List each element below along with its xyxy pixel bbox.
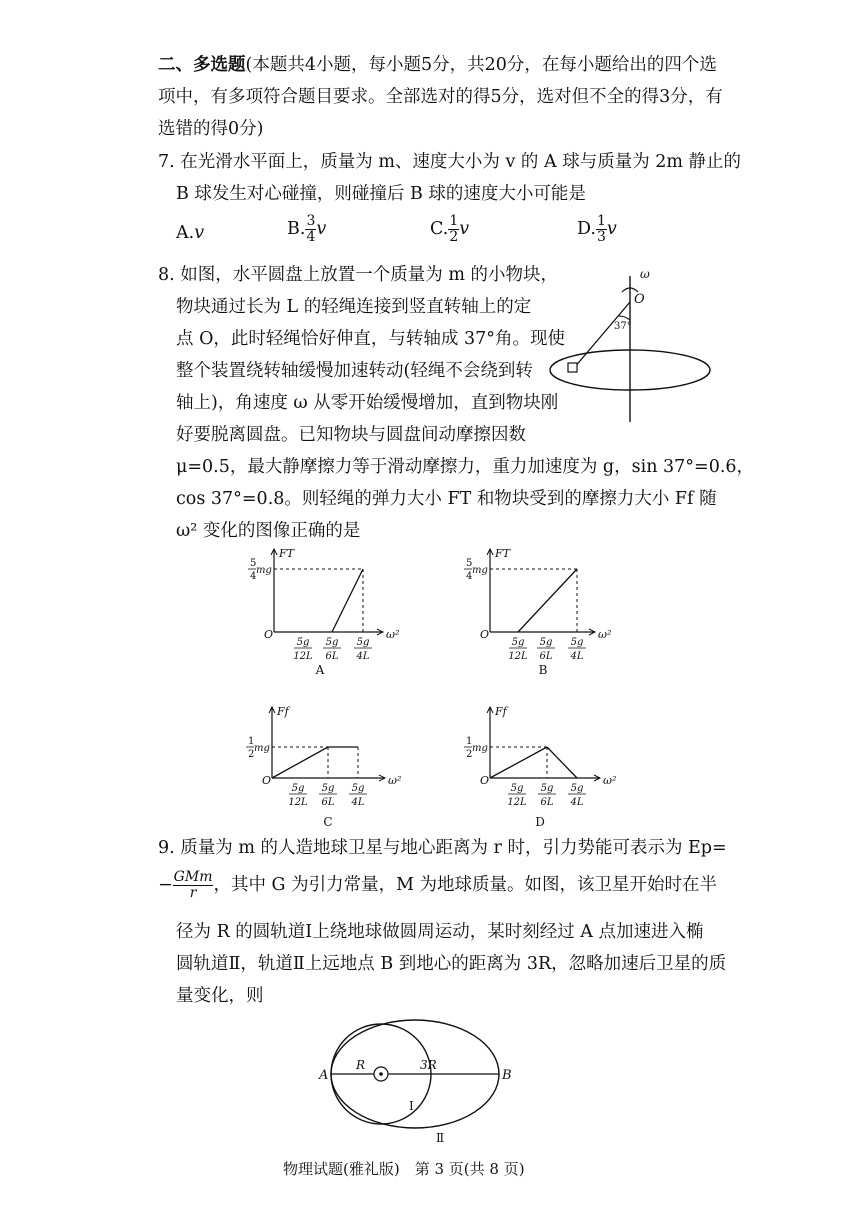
q8-line-5: 轴上)，角速度 ω 从零开始缓慢增加，直到物块刚	[176, 393, 559, 413]
light-rope	[574, 302, 630, 368]
graph-a	[248, 545, 408, 685]
graph-line	[518, 569, 577, 632]
tick-numerator: 5g	[351, 783, 365, 794]
q9-orbit-figure	[320, 1018, 520, 1148]
tick-numerator: 5g	[511, 637, 525, 648]
q8-apparatus-figure	[548, 262, 718, 427]
tick-numerator: 5g	[325, 637, 339, 648]
y-axis-label: Ff	[277, 705, 289, 718]
tick-numerator: 5g	[570, 637, 584, 648]
tick-denominator: 12L	[508, 651, 528, 662]
tick-numerator: 5g	[321, 783, 335, 794]
tick-numerator: 5g	[356, 637, 370, 648]
ymax-numerator: 5	[466, 558, 473, 569]
graph-caption: C	[323, 815, 333, 829]
section-header-line-1	[158, 54, 717, 76]
ymax-denominator: 2	[248, 749, 255, 760]
ymax-denominator: 4	[250, 571, 257, 582]
angle-label: 37°	[614, 321, 632, 332]
x-axis-label: ω²	[603, 774, 617, 787]
radius-r-label: R	[356, 1058, 366, 1072]
tick-numerator: 5g	[510, 783, 524, 794]
origin-label: O	[480, 628, 490, 641]
page-footer: 物理试题(雅礼版) 第 3 页(共 8 页)	[283, 1160, 525, 1178]
tick-denominator: 12L	[293, 651, 313, 662]
ymax-denominator: 4	[466, 571, 473, 582]
origin-label: O	[262, 774, 272, 787]
tick-denominator: 6L	[325, 651, 339, 662]
q7-option-a: A.v	[176, 223, 205, 243]
y-axis-label: Ff	[495, 705, 507, 718]
ymax-unit: mg	[254, 743, 270, 754]
ymax-numerator: 1	[466, 736, 473, 747]
section-intro-1: (本题共4小题，每小题5分，共20分，在每小题给出的四个选	[245, 55, 717, 75]
ymax-numerator: 5	[250, 558, 257, 569]
x-axis-label: ω²	[386, 628, 400, 641]
tick-numerator: 5g	[291, 783, 305, 794]
q9-line-4: 圆轨道Ⅱ，轨道Ⅱ上远地点 B 到地心的距离为 3R，忽略加速后卫星的质	[176, 954, 727, 974]
q9-line-2: − $\frac{\text{GMm}}{r}$ ，其中 G 为引力常量，M 为地球质量。如图，该卫星开始时在半	[158, 869, 718, 901]
tick-numerator: 5g	[570, 783, 584, 794]
ymax-unit: mg	[256, 565, 272, 576]
ymax-denominator: 2	[466, 749, 473, 760]
graph-line	[547, 747, 577, 778]
angle-arc	[618, 316, 630, 320]
ymax-numerator: 1	[248, 736, 255, 747]
q9-line-1: 9. 质量为 m 的人造地球卫星与地心距离为 r 时，引力势能可表示为 Ep=	[158, 838, 727, 858]
tick-numerator: 5g	[540, 783, 554, 794]
earth-center-dot	[379, 1072, 383, 1076]
q9-line-3: 径为 R 的圆轨道Ⅰ上绕地球做圆周运动，某时刻经过 A 点加速进入椭	[176, 922, 704, 942]
graph-d	[460, 705, 630, 835]
graph-c	[240, 705, 410, 835]
graph-line	[272, 747, 328, 778]
tick-denominator: 4L	[356, 651, 370, 662]
q8-line-4: 整个装置绕转轴缓慢加速转动(轻绳不会绕到转	[176, 361, 533, 381]
graph-line	[490, 747, 547, 778]
graph-caption: D	[535, 815, 545, 829]
q7-option-b: B. $\frac{3}{4}$ v	[287, 213, 327, 245]
q8-line-9: ω² 变化的图像正确的是	[176, 521, 361, 541]
q8-line-7: μ=0.5，最大静摩擦力等于滑动摩擦力，重力加速度为 g，sin 37°=0.6，	[176, 457, 755, 477]
q8-line-6: 好要脱离圆盘。已知物块与圆盘间动摩擦因数	[176, 425, 526, 445]
q8-line-1: 8. 如图，水平圆盘上放置一个质量为 m 的小物块，	[158, 265, 558, 285]
point-b-label: B	[502, 1068, 512, 1083]
ymax-unit: mg	[472, 565, 488, 576]
orbit-i-label: Ⅰ	[409, 1099, 414, 1113]
tick-denominator: 4L	[570, 797, 584, 808]
q9-line-5: 量变化，则	[176, 986, 264, 1006]
distance-3r-label: 3R	[420, 1058, 437, 1072]
section-intro-3: 选错的得0分)	[158, 119, 264, 139]
q8-line-2: 物块通过长为 L 的轻绳连接到竖直转轴上的定	[176, 297, 532, 317]
graph-caption: A	[315, 663, 325, 677]
graph-b	[460, 545, 620, 685]
tick-denominator: 6L	[540, 797, 554, 808]
ymax-unit: mg	[472, 743, 488, 754]
y-axis-label: FT	[279, 547, 294, 560]
tick-denominator: 12L	[288, 797, 308, 808]
section-heading: 二、多选题	[158, 55, 246, 75]
tick-numerator: 5g	[296, 637, 310, 648]
tick-denominator: 6L	[539, 651, 553, 662]
x-axis-label: ω²	[598, 628, 612, 641]
tick-denominator: 4L	[351, 797, 365, 808]
section-intro-2: 项中，有多项符合题目要求。全部选对的得5分，选对但不全的得3分，有	[158, 87, 723, 107]
omega-label: ω	[640, 267, 650, 281]
tick-denominator: 12L	[507, 797, 527, 808]
tick-numerator: 5g	[539, 637, 553, 648]
y-axis-label: FT	[495, 547, 510, 560]
point-a-label: A	[319, 1068, 329, 1083]
x-axis-label: ω²	[388, 774, 402, 787]
orbit-ii-label: Ⅱ	[436, 1131, 445, 1145]
q7-option-c: C. $\frac{1}{2}$ v	[430, 213, 470, 245]
graph-caption: B	[538, 663, 548, 677]
q8-line-8: cos 37°=0.8。则轻绳的弹力大小 FT 和物块受到的摩擦力大小 Ff 随	[176, 489, 717, 509]
tick-denominator: 4L	[570, 651, 584, 662]
q7-line-1: 7. 在光滑水平面上，质量为 m、速度大小为 v 的 A 球与质量为 2m 静止的	[158, 152, 742, 172]
origin-label: O	[480, 774, 490, 787]
point-o-label: O	[634, 292, 645, 307]
q7-line-2: B 球发生对心碰撞，则碰撞后 B 球的速度大小可能是	[176, 184, 586, 204]
block-icon	[568, 363, 577, 372]
tick-denominator: 6L	[321, 797, 335, 808]
origin-label: O	[264, 628, 274, 641]
q7-option-d: D. $\frac{1}{3}$ v	[577, 213, 617, 245]
graph-line	[332, 569, 363, 632]
q8-line-3: 点 O，此时轻绳恰好伸直，与转轴成 37°角。现使	[176, 329, 565, 349]
